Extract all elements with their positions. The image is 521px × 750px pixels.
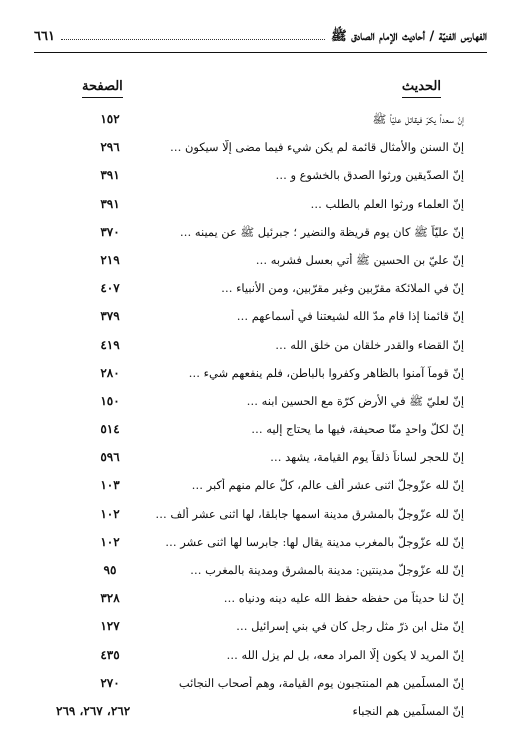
- index-row: [0, 446, 521, 474]
- header-rule: [34, 52, 487, 53]
- hadith-text: إنّ للحجر لساناً ذلقاً يوم القيامة، يشهد …: [270, 450, 464, 465]
- index-row: [0, 221, 521, 249]
- page-ref: ١٥٠: [100, 393, 120, 408]
- index-row: [0, 334, 521, 362]
- hadith-text: إنّ عليّاً ﷺ كان يوم قريظة والنضير ؛ جبرئيل ﷺ عن يمينه …: [179, 224, 464, 239]
- page-ref: ٩٥: [103, 563, 117, 577]
- hadith-text: إنّ القضاء والقدر خلقان من خلق الله …: [275, 337, 464, 352]
- column-header-page: الصفحة: [82, 79, 123, 98]
- page-ref: ٣٧٠: [100, 224, 120, 239]
- hadith-text: إنّ قوماً آمنوا بالظاهر وكفروا بالباطن، فلم ينفعهم شيء …: [188, 365, 464, 380]
- index-row: [0, 305, 521, 333]
- hadith-text: إنّ المسلّمين هم المنتجبون يوم القيامة، وهم أصحاب النجائب: [178, 675, 464, 690]
- hadith-text: إنّ في الملائكة مقرّبين وغير مقرّبين، ومن الأنبياء …: [221, 281, 464, 296]
- index-row: [0, 559, 521, 587]
- hadith-text: إنّ سعداً يكرّ فيقاتل عليّاً ﷺ: [372, 112, 464, 126]
- index-row: [0, 531, 521, 559]
- index-row: [0, 418, 521, 446]
- hadith-text: إنّ قائمنا إذا قام مدّ الله لشيعتنا في أسماعهم …: [236, 309, 464, 324]
- page-ref: ٢٧٠: [100, 675, 120, 690]
- index-row: [0, 503, 521, 531]
- index-row: [0, 277, 521, 305]
- index-row: [0, 672, 521, 700]
- hadith-text: إنّ لكلّ واحدٍ منّا صحيفة، فيها ما يحتاج إليه …: [251, 422, 464, 437]
- page-ref: ٥١٤: [100, 422, 120, 437]
- index-row: [0, 615, 521, 643]
- dotted-leader: [61, 29, 325, 40]
- page-ref: ١٥٢: [100, 112, 120, 126]
- page-ref: ١٠٢: [100, 506, 120, 521]
- hadith-text: إنّ عليّ بن الحسين ﷺ أُتي بعسل فشربه …: [255, 252, 464, 267]
- index-row: [0, 390, 521, 418]
- page-ref: ٢٦٢، ٢٦٧، ٢٦٩: [56, 703, 131, 718]
- hadith-text: إنّ مثل ابن ذرّ مثل رجل كان في بني إسرائيل …: [236, 619, 464, 634]
- running-head: [34, 28, 487, 50]
- page-ref: ٢٩٦: [100, 140, 120, 155]
- column-header-hadith: الحديث: [402, 79, 441, 98]
- index-row: [0, 362, 521, 390]
- running-head-title: الفهارس الفنيّة / أحاديث الإمام الصادق ﷺ: [331, 29, 487, 44]
- index-row: [0, 136, 521, 164]
- hadith-text: إنّ المسلّمين هم النجباء: [352, 703, 464, 718]
- hadith-text: إنّ العلماء ورثوا العلم بالطلب …: [310, 196, 464, 211]
- page-ref: ٣٩١: [100, 168, 120, 183]
- page-ref: ٤١٩: [100, 337, 120, 352]
- page-ref: ٣٧٩: [100, 309, 120, 324]
- index-row: [0, 193, 521, 221]
- page-ref: ٤٠٧: [100, 281, 120, 296]
- page-ref: ٢٨٠: [100, 365, 120, 380]
- hadith-text: إنّ لنا حديثاً من حفظه حفظ الله عليه دينه ودنياه …: [223, 591, 464, 606]
- index-row: [0, 700, 521, 728]
- page-ref: ١٠٣: [100, 478, 120, 493]
- page-ref: ٣٢٨: [100, 591, 120, 606]
- page-ref: ٤٣٥: [100, 647, 120, 662]
- hadith-text: إنّ المريد لا يكون إلّا المراد معه، بل لم يزل الله …: [226, 647, 464, 662]
- hadith-text: إنّ لله عزّوجلّ مدينتين: مدينة بالمشرق ومدينة بالمغرب …: [190, 563, 464, 577]
- hadith-text: إنّ الصدّيقين ورثوا الصدق بالخشوع و …: [275, 168, 464, 183]
- page-ref: ١٠٢: [100, 534, 120, 549]
- page-ref: ٣٩١: [100, 196, 120, 211]
- page-number: ٦٦١: [34, 29, 55, 44]
- index-row: [0, 164, 521, 192]
- index-row: [0, 474, 521, 502]
- hadith-text: إنّ لله عزّوجلّ بالمشرق مدينة اسمها جابلقا، لها اثنى عشر ألف …: [155, 506, 464, 521]
- index-list: [0, 108, 521, 728]
- hadith-text: إنّ لله عزّوجلّ اثنى عشر ألف عالم، كلّ عالم منهم أكبر …: [191, 478, 464, 493]
- hadith-text: إنّ لله عزّوجلّ بالمغرب مدينة يقال لها: جابرسا لها اثنى عشر …: [165, 534, 464, 549]
- page-ref: ١٢٧: [100, 619, 120, 634]
- index-row: [0, 249, 521, 277]
- hadith-text: إنّ السنن والأمثال قائمة لم يكن شيء فيما مضى إلّا سيكون …: [169, 140, 464, 155]
- hadith-text: إنّ لعليّ ﷺ في الأرض كرّة مع الحسين ابنه …: [246, 393, 464, 408]
- page-ref: ٥٩٦: [100, 450, 120, 465]
- index-row: [0, 587, 521, 615]
- index-row: [0, 644, 521, 672]
- index-row: [0, 108, 521, 136]
- page-ref: ٢١٩: [100, 252, 120, 267]
